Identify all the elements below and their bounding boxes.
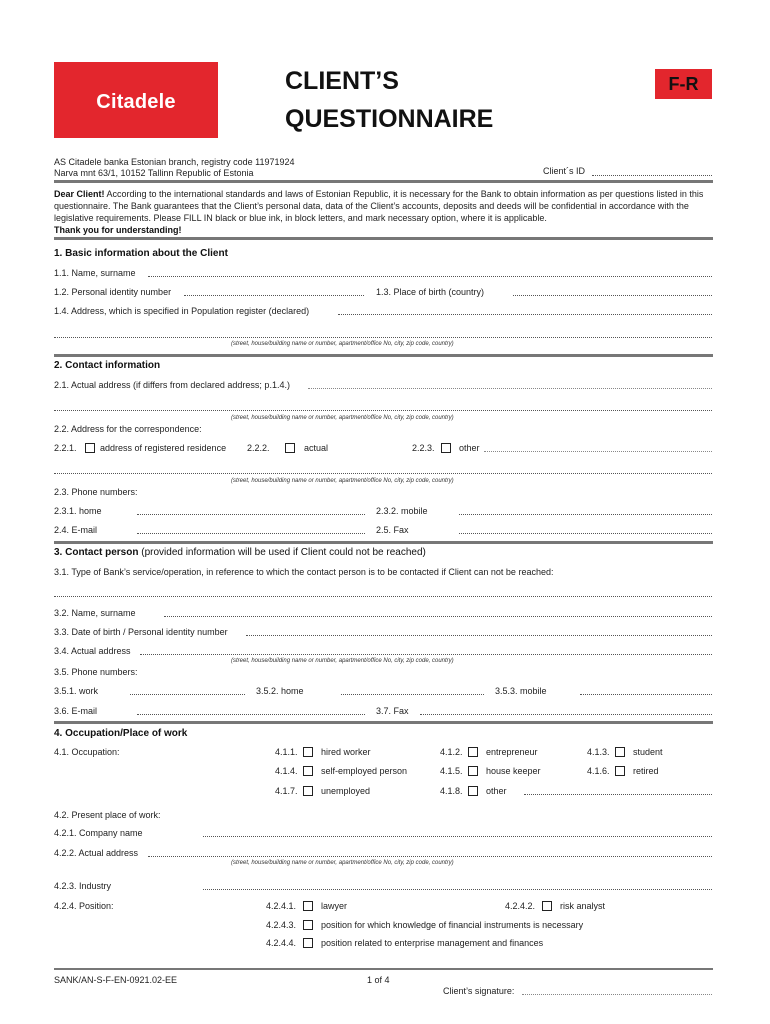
contact-mobile-field[interactable] (580, 694, 712, 695)
work-address-label: 4.2.2. Actual address (54, 848, 139, 858)
occupation-selfemployed-number: 4.1.4. (275, 766, 298, 776)
fax-field[interactable] (459, 533, 712, 534)
position-management-checkbox[interactable] (303, 938, 313, 948)
declared-address-field-2[interactable] (54, 337, 712, 338)
address-caption: (street, house/building name or number, apartment/office No, city, zip code, country) (231, 415, 454, 421)
occupation-selfemployed-checkbox[interactable] (303, 766, 313, 776)
contact-dob-label: 3.3. Date of birth / Personal identity number (54, 627, 228, 637)
document-title-line2: QUESTIONNAIRE (285, 105, 494, 133)
contact-address-field[interactable] (140, 654, 712, 655)
bank-info-line1: AS Citadele banka Estonian branch, registry code 11971924 (54, 157, 295, 167)
corr-option3-label: other (459, 443, 480, 453)
work-phone-field[interactable] (130, 694, 245, 695)
occupation-selfemployed-label: self-employed person (321, 766, 408, 776)
position-risk-checkbox[interactable] (542, 901, 552, 911)
section3-title-main: 3. Contact person (54, 547, 139, 558)
section2-title: 2. Contact information (54, 360, 161, 371)
contact-fax-label: 3.7. Fax (376, 706, 409, 716)
name-label: 1.1. Name, surname (54, 268, 136, 278)
section1-title: 1. Basic information about the Client (54, 248, 228, 259)
position-lawyer-checkbox[interactable] (303, 901, 313, 911)
mobile-phone-label: 2.3.2. mobile (376, 506, 428, 516)
email-field[interactable] (137, 533, 365, 534)
position-risk-number: 4.2.4.2. (505, 901, 536, 911)
client-id-label: Client´s ID (543, 166, 586, 176)
corr-option3-number: 2.2.3. (412, 443, 435, 453)
occupation-entrepreneur-checkbox[interactable] (468, 747, 478, 757)
name-field[interactable] (148, 276, 712, 277)
occupation-hired-number: 4.1.1. (275, 747, 298, 757)
occupation-retired-number: 4.1.6. (587, 766, 610, 776)
corr-address-field[interactable] (54, 473, 712, 474)
contact-email-field[interactable] (137, 714, 365, 715)
divider (54, 237, 713, 240)
occupation-housekeeper-label: house keeper (486, 766, 541, 776)
birthplace-field[interactable] (513, 295, 712, 296)
contact-mobile-label: 3.5.3. mobile (495, 686, 547, 696)
home-phone-field[interactable] (137, 514, 365, 515)
correspondence-label: 2.2. Address for the correspondence: (54, 424, 202, 434)
birthplace-label: 1.3. Place of birth (country) (376, 287, 485, 297)
contact-home-field[interactable] (341, 694, 484, 695)
contact-home-label: 3.5.2. home (256, 686, 304, 696)
section4-title: 4. Occupation/Place of work (54, 728, 188, 739)
citadele-logo (54, 62, 218, 138)
work-phone-label: 3.5.1. work (54, 686, 99, 696)
occupation-student-label: student (633, 747, 663, 757)
occupation-retired-checkbox[interactable] (615, 766, 625, 776)
position-financial-label: position for which knowledge of financial instruments is necessary (321, 920, 584, 930)
contact-address-label: 3.4. Actual address (54, 646, 131, 656)
address-caption: (street, house/building name or number, apartment/office No, city, zip code, country) (231, 478, 454, 484)
industry-label: 4.2.3. Industry (54, 881, 112, 891)
occupation-unemployed-number: 4.1.7. (275, 786, 298, 796)
corr-option2-label: actual (304, 443, 329, 453)
occupation-unemployed-checkbox[interactable] (303, 786, 313, 796)
intro-text (54, 188, 716, 236)
document-title-line1: CLIENT’S (285, 67, 399, 95)
home-phone-label: 2.3.1. home (54, 506, 102, 516)
position-lawyer-label: lawyer (321, 901, 348, 911)
actual-address-field-2[interactable] (54, 410, 712, 411)
page-number: 1 of 4 (367, 975, 390, 985)
phones-label: 2.3. Phone numbers: (54, 487, 138, 497)
address-caption: (street, house/building name or number, apartment/office No, city, zip code, country) (231, 860, 454, 866)
form-code-badge: F-R (655, 69, 712, 99)
corr-option1-label: address of registered residence (100, 443, 227, 453)
pid-label: 1.2. Personal identity number (54, 287, 172, 297)
contact-dob-field[interactable] (246, 635, 712, 636)
occupation-entrepreneur-number: 4.1.2. (440, 747, 463, 757)
intro-thanks: Thank you for understanding! (54, 225, 182, 235)
occupation-other-number: 4.1.8. (440, 786, 463, 796)
occupation-student-checkbox[interactable] (615, 747, 625, 757)
position-label: 4.2.4. Position: (54, 901, 114, 911)
contact-email-label: 3.6. E-mail (54, 706, 98, 716)
divider (54, 354, 713, 357)
actual-address-field[interactable] (308, 388, 712, 389)
section3-title (54, 547, 426, 558)
address-caption: (street, house/building name or number, apartment/office No, city, zip code, country) (231, 341, 454, 347)
corr-registered-checkbox[interactable] (85, 443, 95, 453)
position-management-label: position related to enterprise management and finances (321, 938, 544, 948)
occupation-other-field[interactable] (524, 794, 712, 795)
corr-option2-number: 2.2.2. (247, 443, 270, 453)
occupation-housekeeper-number: 4.1.5. (440, 766, 463, 776)
occupation-retired-label: retired (633, 766, 659, 776)
fax-label: 2.5. Fax (376, 525, 409, 535)
occupation-housekeeper-checkbox[interactable] (468, 766, 478, 776)
occupation-entrepreneur-label: entrepreneur (486, 747, 538, 757)
industry-field[interactable] (203, 889, 712, 890)
service-type-label: 3.1. Type of Bank’s service/operation, in reference to which the contact person is to be contacted if Client can not be reached: (54, 567, 554, 577)
mobile-phone-field[interactable] (459, 514, 712, 515)
company-name-field[interactable] (203, 836, 712, 837)
declared-address-field[interactable] (338, 314, 712, 315)
occupation-other-checkbox[interactable] (468, 786, 478, 796)
address-caption: (street, house/building name or number, apartment/office No, city, zip code, country) (231, 658, 454, 664)
occupation-unemployed-label: unemployed (321, 786, 371, 796)
company-name-label: 4.2.1. Company name (54, 828, 143, 838)
occupation-hired-checkbox[interactable] (303, 747, 313, 757)
work-address-field[interactable] (148, 856, 712, 857)
email-label: 2.4. E-mail (54, 525, 98, 535)
contact-fax-field[interactable] (420, 714, 712, 715)
corr-option1-number: 2.2.1. (54, 443, 77, 453)
occupation-hired-label: hired worker (321, 747, 371, 757)
pid-field[interactable] (184, 295, 364, 296)
section3-title-note: (provided information will be used if Client could not be reached) (138, 547, 426, 558)
corr-other-field[interactable] (484, 451, 712, 452)
position-risk-label: risk analyst (560, 901, 606, 911)
divider (54, 541, 713, 544)
intro-body: According to the international standards and laws of Estonian Republic, it is necessary for the Bank to obtain information as per questions listed in this questionnaire. The Bank guarantees that the Client’s personal data, data of the Client’s accounts, deposits and deeds will be confidential in accordance with the legislative requirements. Please FILL IN black or blue ink, in block letters, and mark necessary option, where it is applicable. (54, 189, 704, 223)
declared-address-label: 1.4. Address, which is specified in Population register (declared) (54, 306, 310, 316)
corr-actual-checkbox[interactable] (285, 443, 295, 453)
actual-address-label: 2.1. Actual address (if differs from declared address; p.1.4.) (54, 380, 290, 390)
bank-info-line2: Narva mnt 63/1, 10152 Tallinn Republic of Estonia (54, 168, 254, 178)
divider (54, 721, 713, 724)
document-code: SANK/AN-S-F-EN-0921.02-EE (54, 975, 178, 985)
position-financial-number: 4.2.4.3. (266, 920, 297, 930)
signature-field[interactable] (522, 994, 712, 995)
service-type-field[interactable] (54, 596, 712, 597)
logo-text: Citadele (96, 91, 176, 113)
divider (54, 180, 713, 183)
contact-name-label: 3.2. Name, surname (54, 608, 136, 618)
contact-phones-label: 3.5. Phone numbers: (54, 667, 138, 677)
position-management-number: 4.2.4.4. (266, 938, 297, 948)
footer-divider (54, 968, 713, 970)
occupation-other-label: other (486, 786, 507, 796)
intro-greeting: Dear Client! (54, 189, 105, 199)
client-id-field[interactable] (592, 175, 712, 176)
occupation-label: 4.1. Occupation: (54, 747, 120, 757)
contact-name-field[interactable] (164, 616, 712, 617)
signature-label: Client’s signature: (443, 986, 515, 996)
occupation-student-number: 4.1.3. (587, 747, 610, 757)
position-financial-checkbox[interactable] (303, 920, 313, 930)
position-lawyer-number: 4.2.4.1. (266, 901, 297, 911)
corr-other-checkbox[interactable] (441, 443, 451, 453)
present-work-label: 4.2. Present place of work: (54, 810, 161, 820)
